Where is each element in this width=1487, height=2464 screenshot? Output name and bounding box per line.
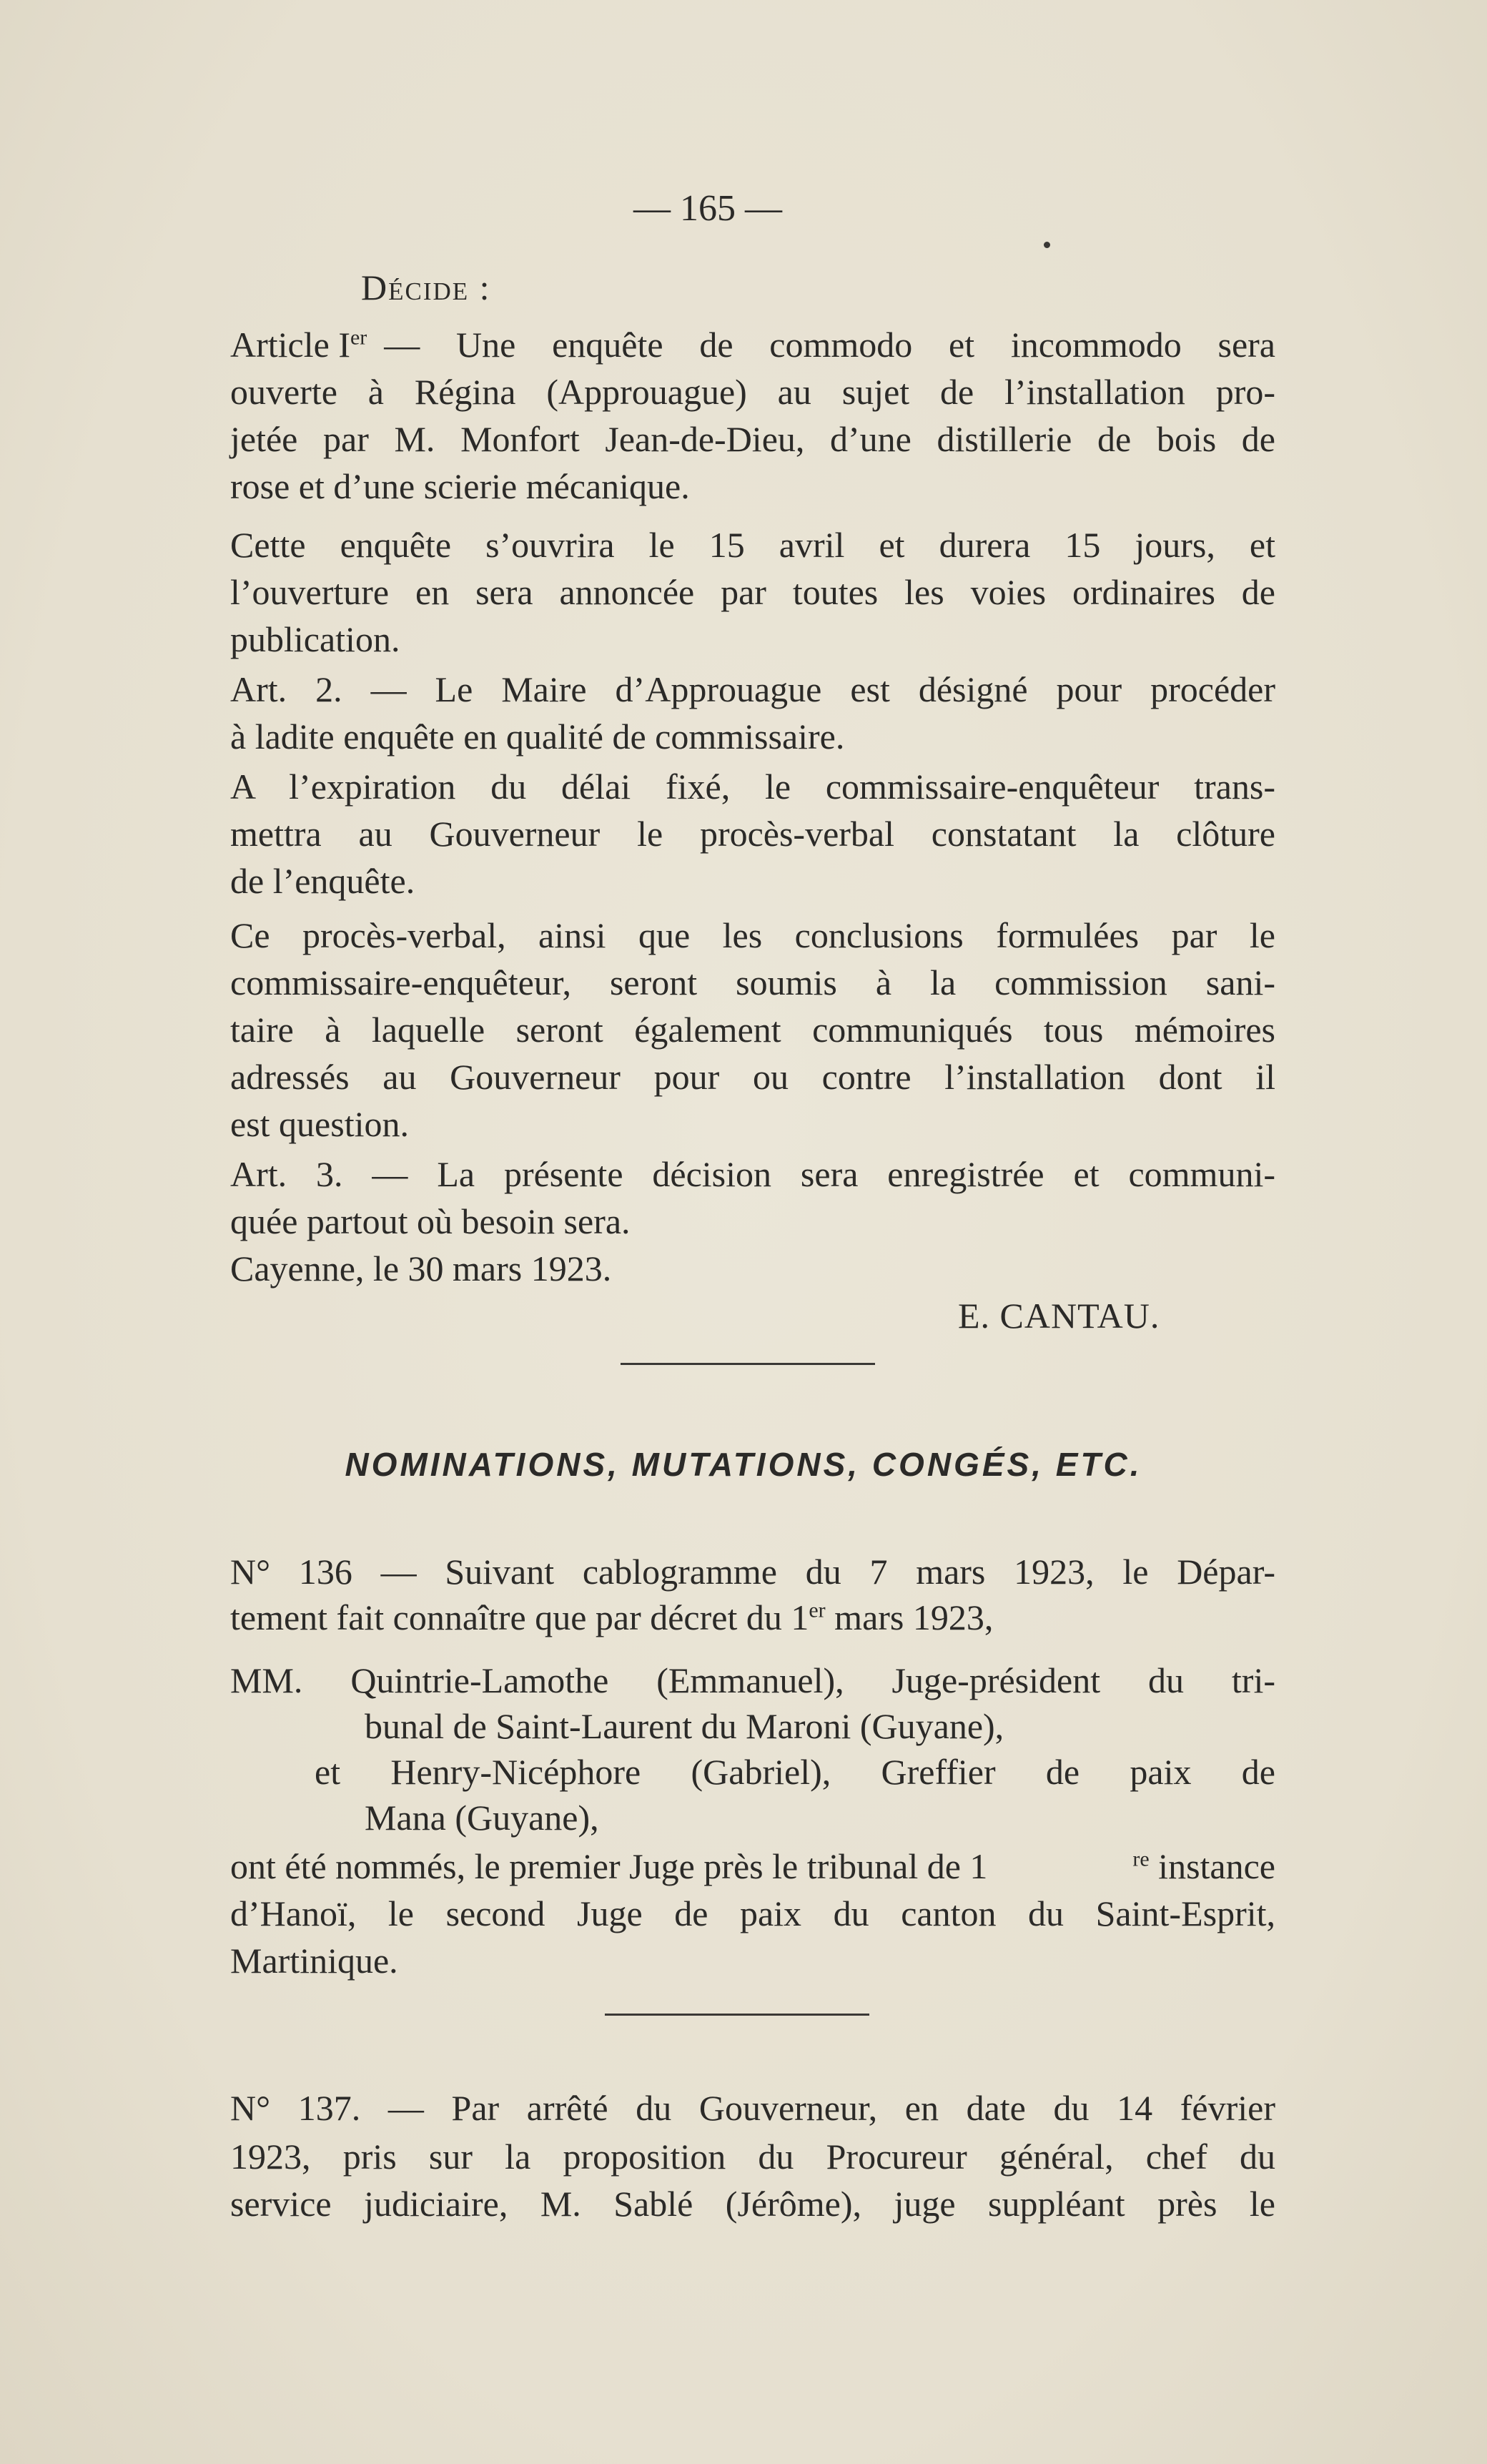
signature: E. CANTAU. (958, 1296, 1160, 1336)
place-date: Cayenne, le 30 mars 1923. (230, 1248, 612, 1288)
para4-line2: commissaire-enquêteur, seront soumis à la commission sani- (230, 962, 1275, 1002)
page-number: — 165 — (633, 188, 782, 229)
article1-line2: ouverte à Régina (Approuague) au sujet de l’installation pro- (230, 372, 1275, 412)
ink-fleck (1044, 242, 1050, 248)
entry136-line7: ont été nommés, le premier Juge près le tribunal de 1 $^{re}$ instance (230, 1846, 1275, 1886)
section-heading: NOMINATIONS, MUTATIONS, CONGÉS, ETC. (345, 1446, 1142, 1483)
entry136-line8: d’Hanoï, le second Juge de paix du canton du Saint-Esprit, (230, 1893, 1275, 1933)
entry136-line5: et Henry-Nicéphore (Gabriel), Greffier de paix de (315, 1752, 1275, 1792)
article3-line1: Art. 3. — La présente décision sera enregistrée et communi- (230, 1154, 1275, 1194)
entry136-line1: N° 136 — Suivant cablogramme du 7 mars 1923, le Dépar- (230, 1552, 1275, 1592)
para3-line1: A l’expiration du délai fixé, le commissaire-enquêteur trans- (230, 767, 1275, 807)
article1-label: Article Ier (230, 325, 367, 365)
entry-divider (605, 2014, 869, 2016)
para2-line3: publication. (230, 619, 400, 659)
decision-heading: Décide : (361, 267, 491, 307)
para2-line1: Cette enquête s’ouvrira le 15 avril et durera 15 jours, et (230, 525, 1275, 565)
entry136-line4: bunal de Saint-Laurent du Maroni (Guyane), (365, 1706, 1004, 1746)
para3-line3: de l’enquête. (230, 861, 415, 901)
entry137-line3: service judiciaire, M. Sablé (Jérôme), juge suppléant près le (230, 2184, 1275, 2224)
para4-line3: taire à laquelle seront également communiqués tous mémoires (230, 1010, 1275, 1050)
entry136-line2: tement fait connaître que par décret du 1er mars 1923, (230, 1597, 994, 1637)
entry136-line6: Mana (Guyane), (365, 1798, 599, 1838)
article1-line4: rose et d’une scierie mécanique. (230, 466, 690, 506)
para3-line2: mettra au Gouverneur le procès-verbal constatant la clôture (230, 814, 1275, 854)
para4-line5: est question. (230, 1104, 409, 1144)
section-divider (621, 1363, 875, 1365)
article2-line1: Art. 2. — Le Maire d’Approuague est désigné pour procéder (230, 669, 1275, 709)
entry137-line1: N° 137. — Par arrêté du Gouverneur, en date du 14 février (230, 2088, 1275, 2128)
article3-line2: quée partout où besoin sera. (230, 1201, 631, 1241)
entry136-line3: MM. Quintrie-Lamothe (Emmanuel), Juge-président du tri- (230, 1660, 1275, 1700)
entry137-line2: 1923, pris sur la proposition du Procureur général, chef du (230, 2137, 1275, 2177)
article1-line3: jetée par M. Monfort Jean-de-Dieu, d’une distillerie de bois de (230, 419, 1275, 459)
article2-line2: à ladite enquête en qualité de commissaire. (230, 716, 845, 757)
para4-line1: Ce procès-verbal, ainsi que les conclusions formulées par le (230, 915, 1275, 955)
para2-line2: l’ouverture en sera annoncée par toutes les voies ordinaires de (230, 572, 1275, 612)
article1-line1-text: — Une enquête de commodo et incommodo sera (384, 325, 1275, 365)
entry136-line9: Martinique. (230, 1941, 398, 1981)
article1-line1 (230, 323, 1275, 366)
para4-line4: adressés au Gouverneur pour ou contre l’installation dont il (230, 1057, 1275, 1097)
